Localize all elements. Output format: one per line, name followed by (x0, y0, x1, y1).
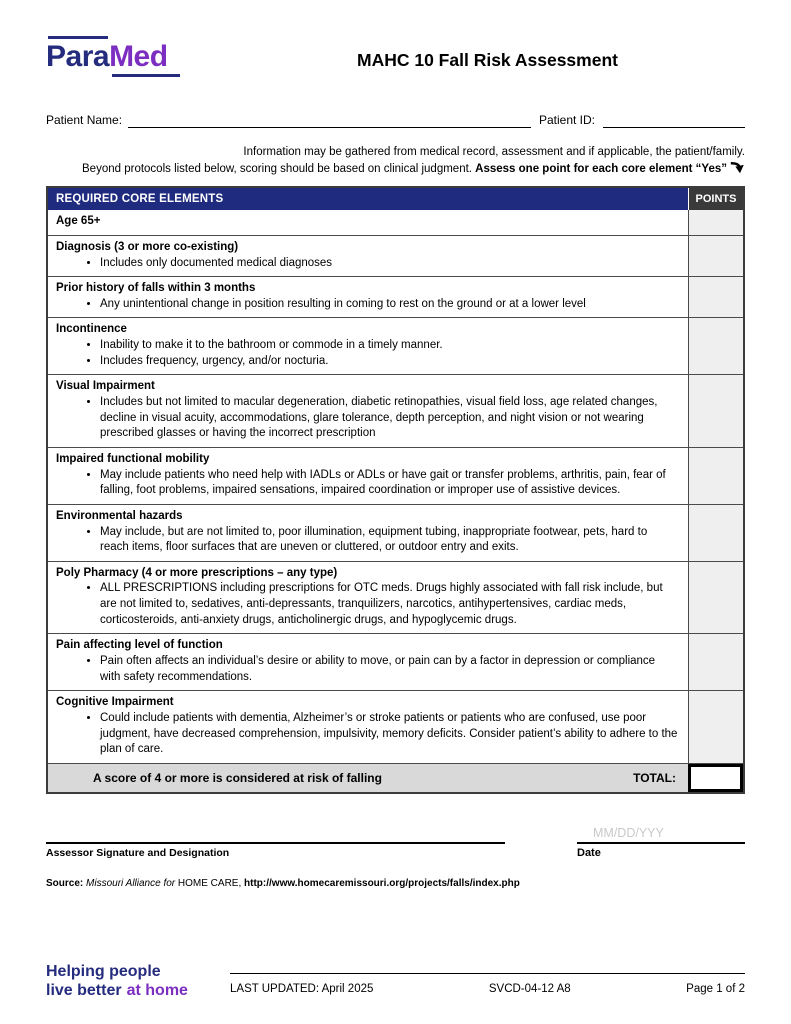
source-org: HOME CARE, (177, 877, 242, 889)
row-title: Environmental hazards (56, 509, 183, 522)
logo-bottom-rule (112, 74, 180, 77)
points-cell[interactable] (688, 375, 743, 447)
instructions-line2: Beyond protocols listed below, scoring should be based on clinical judgment. Assess one point for each core element “Yes” (46, 160, 745, 177)
points-cell[interactable] (688, 691, 743, 763)
total-score-box[interactable] (688, 764, 743, 792)
points-cell[interactable] (688, 505, 743, 561)
row-poly-pharmacy (48, 561, 743, 634)
source-citation (46, 878, 745, 889)
core-elements-header: REQUIRED CORE ELEMENTS (56, 193, 224, 206)
row-title: Diagnosis (3 or more co-existing) (56, 240, 239, 253)
instructions (46, 144, 745, 177)
date-field[interactable]: MM/DD/YYY (577, 826, 745, 844)
patient-id-field[interactable] (603, 112, 745, 128)
patient-name-label: Patient Name: (46, 113, 123, 127)
row-bullet: • Includes frequency, urgency, and/or nocturia. (100, 354, 678, 370)
instructions-line1: Information may be gathered from medical record, assessment and if applicable, the patient/family. (243, 146, 745, 158)
row-title: Cognitive Impairment (56, 696, 174, 709)
row-functional-mobility (48, 447, 743, 504)
table-header (48, 188, 743, 210)
source-url[interactable]: http://www.homecaremissouri.org/projects/falls/index.php (244, 877, 520, 889)
assessor-signature-label: Assessor Signature and Designation (46, 846, 230, 859)
logo-top-rule (48, 36, 108, 39)
row-bullet: • May include, but are not limited to, poor illumination, equipment tubing, inappropriate footwear, pets, hard to reach items, floor surfaces that are uneven or cluttered, or outdoor entry and exits. (100, 525, 678, 556)
row-bullet: • May include patients who need help with IADLs or ADLs or have gait or transfer problems, arthritis, pain, fear of falling, foot problems, impaired sensations, impaired coordination or improper use of assistive devices. (100, 468, 678, 499)
row-title: Prior history of falls within 3 months (56, 282, 256, 295)
row-prior-falls (48, 276, 743, 317)
points-cell[interactable] (688, 318, 743, 374)
risk-assessment-table (46, 186, 745, 794)
page-footer (46, 962, 745, 1000)
row-title: Incontinence (56, 323, 127, 336)
patient-row (46, 112, 745, 128)
form-header (0, 0, 791, 106)
points-cell[interactable] (688, 634, 743, 690)
document-code: SVCD-04-12 A8 (488, 982, 571, 995)
assessor-signature-field[interactable] (46, 826, 505, 844)
row-title: Age 65+ (56, 215, 101, 228)
row-bullet: • Could include patients with dementia, Alzheimer’s or stroke patients or patients who are confused, use poor judgment, have decreased comprehension, impulsivity, memory deficits. Consider patient’s ability to adhere to the plan of care. (100, 711, 678, 758)
total-row (48, 763, 743, 792)
points-header: POINTS (688, 188, 743, 210)
row-title: Poly Pharmacy (4 or more prescriptions – any type) (56, 566, 338, 579)
footer-info-bar (230, 973, 745, 995)
points-cell[interactable] (688, 277, 743, 317)
total-label: TOTAL: (633, 770, 676, 785)
row-title: Impaired functional mobility (56, 452, 210, 465)
points-cell[interactable] (688, 448, 743, 504)
brand-tagline: Helping people live better at home (46, 962, 188, 999)
row-bullet: • Inability to make it to the bathroom or commode in a timely manner. (100, 338, 678, 354)
row-environmental-hazards (48, 504, 743, 561)
logo-med: Med (109, 40, 168, 73)
points-cell[interactable] (688, 562, 743, 634)
curved-down-arrow-icon (730, 160, 745, 174)
last-updated: LAST UPDATED: April 2025 (230, 982, 374, 995)
source-org-italic: Missouri Alliance for (86, 877, 176, 889)
patient-name-field[interactable] (128, 112, 531, 128)
page-number: Page 1 of 2 (686, 982, 745, 995)
row-title: Visual Impairment (56, 380, 155, 393)
points-cell[interactable] (688, 236, 743, 276)
points-cell[interactable] (688, 210, 743, 235)
row-bullet: • Any unintentional change in position resulting in coming to rest on the ground or at a lower level (100, 297, 678, 313)
date-label: Date (577, 846, 601, 859)
row-bullet: • Pain often affects an individual’s desire or ability to move, or pain can by a factor in depression or compliance with safety recommendations. (100, 654, 678, 685)
signature-section (46, 826, 745, 859)
logo-text (46, 41, 180, 73)
page-title: MAHC 10 Fall Risk Assessment (357, 50, 618, 70)
row-incontinence (48, 317, 743, 374)
source-label: Source: (46, 877, 84, 889)
patient-id-label: Patient ID: (538, 113, 595, 127)
row-bullet: • ALL PRESCRIPTIONS including prescriptions for OTC meds. Drugs highly associated with fall risk include, but are not limited to, sedatives, anti-depressants, tranquilizers, narcotics, antihypertensives, cardiac meds, corticosteroids, anti-anxiety drugs, anticholinergic drugs, and hypoglycemic drugs. (100, 581, 678, 628)
row-diagnosis (48, 235, 743, 276)
row-cognitive-impairment (48, 690, 743, 763)
row-bullet: • Includes but not limited to macular degeneration, diabetic retinopathies, visual field loss, age related changes, decline in visual acuity, accommodations, glare tolerance, depth perception, and night vision or not wearing prescribed glasses or having the incorrect prescription (100, 395, 678, 442)
row-visual-impairment (48, 374, 743, 447)
row-title: Pain affecting level of function (56, 639, 223, 652)
row-age-65 (48, 210, 743, 235)
logo-para: Para (46, 40, 110, 73)
row-bullet: • Includes only documented medical diagnoses (100, 256, 678, 272)
row-pain (48, 633, 743, 690)
paramed-logo (46, 36, 180, 77)
score-note: A score of 4 or more is considered at risk of falling (93, 770, 382, 785)
